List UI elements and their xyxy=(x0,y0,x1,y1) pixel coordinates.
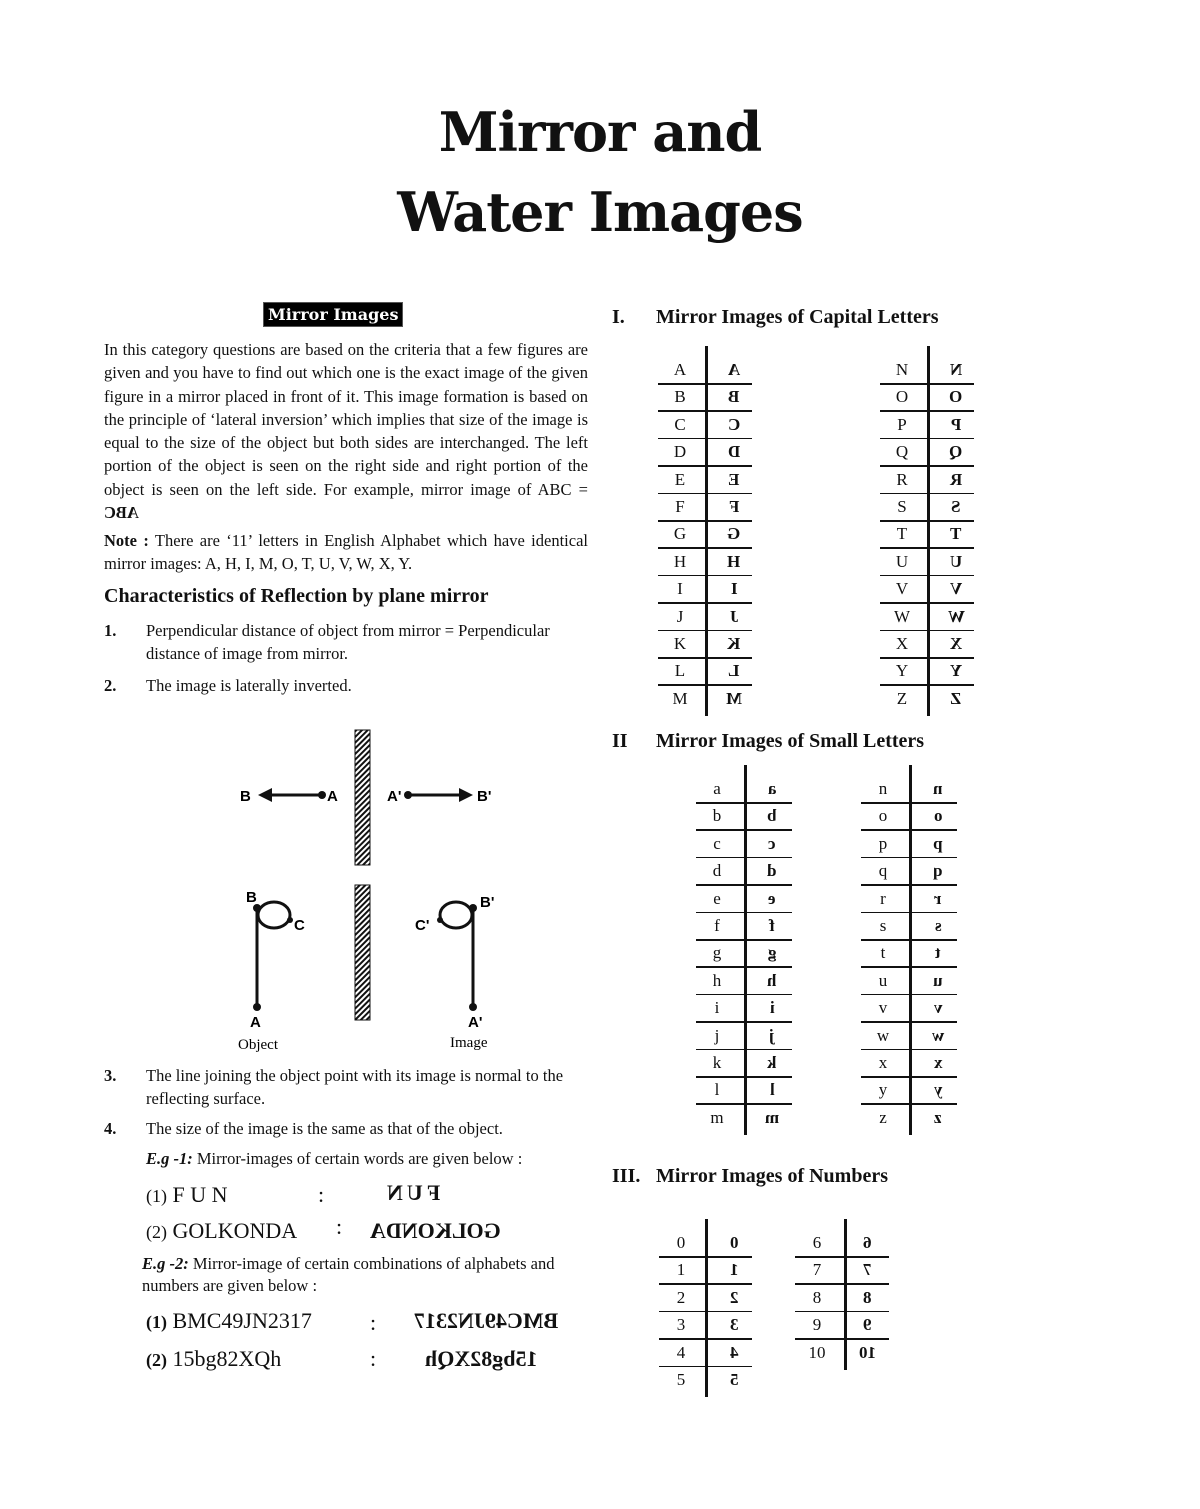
note-paragraph xyxy=(104,529,588,576)
mirror-glyph: f xyxy=(769,916,775,935)
mirror-char xyxy=(719,607,749,627)
original-char: g xyxy=(712,943,722,963)
mirror-char xyxy=(923,971,953,991)
section-title: Mirror Images of Numbers xyxy=(656,1165,888,1187)
mirror-char xyxy=(719,1315,749,1335)
mirror-upper xyxy=(355,730,370,865)
mirror-char xyxy=(719,661,749,681)
original-char: L xyxy=(674,661,686,681)
section-badge: Mirror Images xyxy=(263,302,403,327)
mirror-char xyxy=(719,634,749,654)
original-char: Q xyxy=(895,442,909,462)
original-char: h xyxy=(712,970,722,990)
colon: : xyxy=(318,1182,325,1207)
mirror-glyph: F xyxy=(728,497,740,516)
mirror-glyph: w xyxy=(931,1025,945,1045)
original-char: 7 xyxy=(812,1260,822,1280)
mirror-glyph: q xyxy=(933,861,943,881)
original-char: s xyxy=(879,916,887,935)
mirror-glyph: j xyxy=(769,1025,775,1045)
mirror-line xyxy=(909,765,912,1135)
page-title-line1: Mirror and xyxy=(438,100,762,164)
point-number: 2. xyxy=(104,676,117,695)
image-figure xyxy=(440,902,472,928)
mirror-glyph: Y xyxy=(949,661,963,681)
original-char: i xyxy=(714,998,720,1018)
mirror-char xyxy=(757,943,787,963)
original-char: D xyxy=(673,442,687,462)
original-char: a xyxy=(713,779,721,798)
original-char: p xyxy=(878,833,888,853)
section-title: Mirror Images of Small Letters xyxy=(656,730,925,752)
mirror-char xyxy=(757,1053,787,1073)
mirror-glyph: a xyxy=(767,779,777,798)
original-char: 3 xyxy=(676,1315,686,1335)
row-divider xyxy=(795,1256,889,1258)
mirror-char xyxy=(719,497,749,517)
mirror-char xyxy=(757,779,787,799)
mirror-char xyxy=(923,834,953,854)
colon: : xyxy=(370,1346,377,1371)
original-char: N xyxy=(895,360,909,379)
mirror-glyph: I xyxy=(730,579,738,599)
row-divider xyxy=(795,1311,889,1313)
original-char: X xyxy=(895,634,909,653)
original-char: Y xyxy=(895,661,909,681)
point-number: 1. xyxy=(104,621,117,640)
mirror-char xyxy=(923,998,953,1018)
mirror-char xyxy=(941,607,971,627)
original-char: H xyxy=(673,551,687,571)
mirror-char xyxy=(923,806,953,826)
label-c-image: C' xyxy=(415,917,430,934)
mirror-glyph: 8 xyxy=(862,1287,872,1307)
label-a-image2: A' xyxy=(468,1014,483,1031)
original-char: t xyxy=(880,943,886,963)
mirror-glyph: h xyxy=(767,970,777,990)
item-number: (1) xyxy=(146,1186,167,1206)
label-a2: A xyxy=(250,1014,261,1031)
mirror-glyph: n xyxy=(933,779,943,798)
mirror-char xyxy=(719,1370,749,1390)
original-char: d xyxy=(712,861,722,881)
original-char: K xyxy=(673,634,687,653)
mirror-glyph: J xyxy=(729,606,739,626)
mirror-glyph: D xyxy=(727,442,741,462)
section-title: Mirror Images of Capital Letters xyxy=(656,306,939,328)
mirror-glyph: k xyxy=(767,1053,777,1072)
mirror-glyph: 2 xyxy=(729,1287,739,1307)
intro-paragraph xyxy=(104,338,588,524)
original-char: x xyxy=(878,1053,888,1072)
original-char: R xyxy=(896,469,908,489)
mirror-char xyxy=(719,1233,749,1253)
intro-text: In this category questions are based on the criteria that a few figures are given and you have to find out which one is the exact image of the given figure in a mirror placed in front of it. This image formation is based on the principle of ‘lateral inversion’ which implies that size of the image is equal to the size of the object but both sides are interchanged. The left portion of the object is seen on the right side and right portion of the object is seen on the left side. For example, mirror image of ABC = xyxy=(104,340,588,499)
original-char: c xyxy=(713,833,721,853)
mirror-char xyxy=(941,415,971,435)
mirror-char xyxy=(719,415,749,435)
mirror-word: GOLKONDA xyxy=(370,1218,501,1243)
mirror-glyph: c xyxy=(768,833,776,853)
original-char: 2 xyxy=(676,1287,686,1307)
mirror-glyph: C xyxy=(727,414,741,434)
mirror-char xyxy=(941,579,971,599)
label-a-image: A' xyxy=(387,788,402,805)
mirror-char xyxy=(941,442,971,462)
original-char: I xyxy=(677,579,683,599)
mirror-glyph: V xyxy=(949,579,963,599)
original-char: V xyxy=(895,579,909,599)
point-3 xyxy=(104,1064,588,1108)
characteristics-heading: Characteristics of Reflection by plane mirror xyxy=(104,585,489,607)
point-number: 3. xyxy=(104,1066,117,1085)
mirror-glyph: 7 xyxy=(862,1260,872,1280)
mirror-example: ABC xyxy=(104,503,139,523)
mirror-char xyxy=(923,1053,953,1073)
mirror-glyph: K xyxy=(727,634,741,653)
image-caption: Image xyxy=(450,1035,488,1051)
point-text: The size of the image is the same as that of the object. xyxy=(146,1119,503,1138)
mirror-char xyxy=(757,889,787,909)
mirror-char xyxy=(923,861,953,881)
original-char: 5 xyxy=(676,1370,686,1389)
mirror-char xyxy=(941,661,971,681)
original-char: F xyxy=(675,497,685,516)
mirror-glyph: 3 xyxy=(729,1315,739,1335)
original-char: C xyxy=(674,414,686,434)
colon: : xyxy=(336,1214,343,1239)
original-char: u xyxy=(878,970,888,990)
original-char: l xyxy=(714,1080,720,1100)
label-b: B xyxy=(240,788,251,805)
mirror-glyph: U xyxy=(949,551,963,571)
original-char: S xyxy=(897,497,907,516)
label-b-image: B' xyxy=(477,788,492,805)
mirror-glyph: i xyxy=(769,998,775,1018)
mirror-glyph: 1 xyxy=(729,1260,739,1280)
mirror-glyph: 0 xyxy=(729,1233,739,1252)
original-char: 6 xyxy=(812,1233,822,1252)
original-char: z xyxy=(879,1107,887,1127)
point-text: The image is laterally inverted. xyxy=(146,676,352,695)
original-char: n xyxy=(878,779,888,798)
original-char: k xyxy=(712,1053,722,1072)
label-b2: B xyxy=(246,889,257,906)
mirror-glyph: A xyxy=(727,360,741,379)
original-char: o xyxy=(878,806,888,826)
colon: : xyxy=(370,1310,377,1335)
original-char: W xyxy=(893,606,911,626)
item-number: (2) xyxy=(146,1222,167,1242)
mirror-word: 15bg82XQh xyxy=(425,1346,538,1371)
mirror-glyph: 10 xyxy=(858,1342,876,1362)
eg1-label: E.g -1: xyxy=(146,1149,193,1168)
word: 15bg82XQh xyxy=(172,1346,282,1371)
mirror-char xyxy=(941,470,971,490)
section-number: III. xyxy=(612,1165,641,1187)
mirror-char xyxy=(941,387,971,407)
mirror-glyph: N xyxy=(949,360,963,379)
point-2 xyxy=(104,674,588,697)
original-char: b xyxy=(712,806,722,826)
mirror-line xyxy=(744,765,747,1135)
mirror-char xyxy=(852,1315,882,1335)
mirror-char xyxy=(757,861,787,881)
mirror-glyph: 9 xyxy=(862,1315,872,1335)
mirror-char xyxy=(923,889,953,909)
word: F U N xyxy=(172,1182,228,1207)
mirror-char xyxy=(923,943,953,963)
row-divider xyxy=(795,1283,889,1285)
mirror-glyph: L xyxy=(728,661,740,681)
original-char: 4 xyxy=(676,1342,686,1362)
mirror-char xyxy=(719,1343,749,1363)
item-number: (2) xyxy=(146,1350,167,1370)
mirror-char xyxy=(941,689,971,709)
mirror-glyph: r xyxy=(934,888,942,908)
mirror-glyph: W xyxy=(947,606,965,626)
mirror-char xyxy=(757,916,787,936)
note-text: There are ‘11’ letters in English Alphabet which have identical mirror images: A, H, I, M, O, T, U, V, W, X, Y. xyxy=(104,531,588,574)
section-number: I. xyxy=(612,306,625,328)
mirror-glyph: y xyxy=(933,1080,943,1100)
original-char: 8 xyxy=(812,1287,822,1307)
original-char: B xyxy=(674,387,686,407)
page-title-line2: Water Images xyxy=(397,180,803,244)
mirror-glyph: 5 xyxy=(729,1370,739,1389)
original-char: r xyxy=(880,888,886,908)
mirror-char xyxy=(923,779,953,799)
mirror-char xyxy=(852,1233,882,1253)
mirror-glyph: p xyxy=(933,833,943,853)
mirror-glyph: H xyxy=(727,551,741,571)
mirror-glyph: t xyxy=(935,943,941,963)
original-char: q xyxy=(878,861,888,881)
mirror-line xyxy=(927,346,930,716)
mirror-char xyxy=(941,552,971,572)
mirror-diagram xyxy=(230,725,530,1055)
mirror-char xyxy=(719,524,749,544)
original-char: Z xyxy=(896,688,908,708)
label-c: C xyxy=(294,917,305,934)
eg1-text: Mirror-images of certain words are given below : xyxy=(192,1149,523,1168)
mirror-glyph: u xyxy=(933,970,943,990)
mirror-char xyxy=(719,1288,749,1308)
mirror-line xyxy=(844,1219,847,1370)
original-char: j xyxy=(714,1025,720,1045)
mirror-glyph: 4 xyxy=(729,1342,739,1362)
mirror-lower xyxy=(355,885,370,1020)
original-char: m xyxy=(710,1107,724,1127)
mirror-glyph: z xyxy=(934,1107,942,1127)
original-char: 0 xyxy=(676,1233,686,1252)
mirror-glyph: x xyxy=(933,1053,943,1072)
mirror-glyph: o xyxy=(933,806,943,826)
word: BMC49JN2317 xyxy=(172,1308,312,1333)
original-char: 10 xyxy=(808,1342,826,1362)
item-number: (1) xyxy=(146,1312,167,1332)
mirror-char xyxy=(719,360,749,380)
mirror-line xyxy=(705,346,708,716)
original-char: y xyxy=(878,1080,888,1100)
mirror-glyph: M xyxy=(725,688,743,708)
mirror-glyph: e xyxy=(768,888,776,908)
mirror-char xyxy=(719,689,749,709)
original-char: O xyxy=(895,387,909,407)
original-char: 1 xyxy=(676,1260,686,1280)
original-char: G xyxy=(673,524,687,544)
object-caption: Object xyxy=(238,1037,278,1053)
mirror-glyph: 6 xyxy=(862,1233,872,1252)
mirror-char xyxy=(757,1080,787,1100)
original-char: f xyxy=(714,916,720,935)
section-number: II xyxy=(612,730,628,752)
mirror-char xyxy=(719,387,749,407)
mirror-glyph: b xyxy=(767,806,777,826)
eg2-item-2 xyxy=(146,1346,281,1372)
eg1-line xyxy=(146,1149,522,1169)
mirror-glyph: P xyxy=(950,414,962,434)
original-char: e xyxy=(713,888,721,908)
original-char: w xyxy=(876,1025,890,1045)
mirror-char xyxy=(852,1260,882,1280)
mirror-char xyxy=(757,998,787,1018)
mirror-char xyxy=(923,1108,953,1128)
object-figure xyxy=(258,902,290,928)
mirror-glyph: g xyxy=(767,943,777,963)
eg2-label: E.g -2: xyxy=(142,1254,189,1273)
point-1 xyxy=(104,619,588,663)
label-b-image2: B' xyxy=(480,894,495,911)
mirror-char xyxy=(941,524,971,544)
original-char: J xyxy=(676,606,684,626)
label-a: A xyxy=(327,788,338,805)
mirror-char xyxy=(941,497,971,517)
mirror-char xyxy=(941,634,971,654)
mirror-char xyxy=(757,971,787,991)
row-divider xyxy=(795,1338,889,1340)
mirror-char xyxy=(923,1026,953,1046)
mirror-char xyxy=(923,1080,953,1100)
mirror-glyph: v xyxy=(933,998,943,1018)
mirror-word: FUN xyxy=(383,1180,441,1205)
mirror-char xyxy=(719,579,749,599)
mirror-glyph: O xyxy=(949,387,963,407)
mirror-line xyxy=(705,1219,708,1397)
original-char: U xyxy=(895,551,909,571)
mirror-char xyxy=(757,806,787,826)
original-char: 9 xyxy=(812,1315,822,1335)
mirror-word: BMC49JN2317 xyxy=(414,1308,559,1333)
mirror-char xyxy=(719,470,749,490)
word: GOLKONDA xyxy=(172,1218,298,1243)
mirror-glyph: G xyxy=(727,524,741,544)
mirror-char xyxy=(757,834,787,854)
mirror-char xyxy=(941,360,971,380)
mirror-char xyxy=(852,1288,882,1308)
original-char: E xyxy=(674,469,686,489)
point-number: 4. xyxy=(104,1119,117,1138)
eg1-item-1 xyxy=(146,1182,228,1208)
original-char: P xyxy=(897,414,907,434)
eg2-item-1 xyxy=(146,1308,312,1334)
original-char: T xyxy=(896,524,908,544)
original-char: v xyxy=(878,998,888,1018)
mirror-glyph: l xyxy=(769,1080,775,1100)
eg2-text: Mirror-image of certain combinations of alphabets and numbers are given below : xyxy=(142,1254,555,1295)
original-char: M xyxy=(672,688,688,708)
mirror-glyph: s xyxy=(934,916,942,935)
mirror-char xyxy=(719,1260,749,1280)
mirror-char xyxy=(757,1026,787,1046)
mirror-glyph: m xyxy=(764,1107,780,1127)
mirror-char xyxy=(719,442,749,462)
mirror-glyph: E xyxy=(728,469,740,489)
mirror-glyph: Q xyxy=(949,442,963,462)
eg1-item-2 xyxy=(146,1218,297,1244)
mirror-glyph: B xyxy=(728,387,740,407)
point-text: Perpendicular distance of object from mirror = Perpendicular distance of image from mirror. xyxy=(146,621,550,663)
point-text: The line joining the object point with its image is normal to the reflecting surface. xyxy=(146,1066,564,1108)
mirror-char xyxy=(757,1108,787,1128)
mirror-glyph: d xyxy=(767,861,777,881)
mirror-glyph: T xyxy=(950,524,962,544)
mirror-char xyxy=(719,552,749,572)
mirror-glyph: S xyxy=(951,497,961,516)
eg2-line xyxy=(142,1253,588,1297)
note-label: Note : xyxy=(104,531,149,550)
mirror-glyph: R xyxy=(949,469,963,489)
mirror-glyph: Z xyxy=(950,688,962,708)
point-4 xyxy=(104,1117,588,1140)
original-char: A xyxy=(673,360,687,379)
mirror-char xyxy=(923,916,953,936)
mirror-char xyxy=(852,1343,882,1363)
mirror-glyph: X xyxy=(949,634,963,653)
